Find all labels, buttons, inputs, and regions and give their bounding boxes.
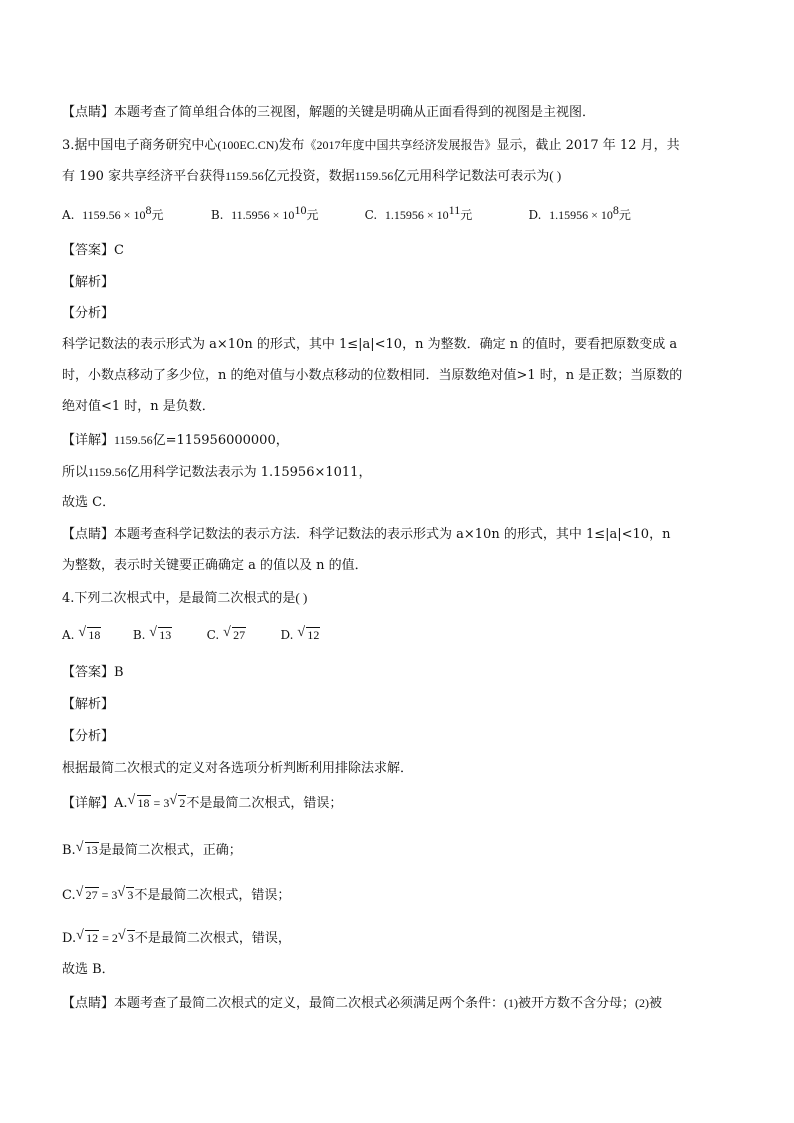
q3-option-b bbox=[210, 203, 361, 224]
q4-options bbox=[62, 626, 320, 644]
q3-fenxi: 【分析】 bbox=[62, 306, 115, 321]
option-label: C. bbox=[206, 628, 220, 642]
option-unit: 元 bbox=[618, 208, 631, 222]
dianjing-number: (2) bbox=[635, 996, 650, 1010]
detail-label: A. bbox=[114, 796, 128, 811]
sqrt-symbol bbox=[76, 886, 99, 904]
detail-value: 1159.56 bbox=[114, 433, 153, 447]
q4-option-c bbox=[207, 626, 277, 644]
sqrt-symbol bbox=[117, 886, 134, 904]
option-label: D. bbox=[280, 628, 294, 642]
detail-text: 不是最简二次根式，错误， bbox=[134, 931, 291, 946]
sqrt-symbol bbox=[76, 841, 99, 859]
q4-answer: 【答案】B bbox=[62, 665, 124, 680]
q3-stem-line2 bbox=[62, 167, 561, 186]
sqrt-symbol bbox=[76, 929, 99, 947]
q3-report-title: 《2017年度中国共享经济发展报告》 bbox=[304, 138, 497, 152]
sqrt-symbol bbox=[118, 929, 135, 947]
q3-dianjing-line1 bbox=[62, 526, 670, 544]
q4-option-b bbox=[133, 626, 203, 644]
option-base: 11.5956 × 10 bbox=[231, 208, 295, 222]
q3-text: 据中国电子商务研究中心 bbox=[74, 138, 218, 153]
sqrt-symbol bbox=[128, 794, 151, 812]
note-line bbox=[62, 104, 595, 122]
q3-text: 有 190 家共享经济平台获得 bbox=[62, 169, 226, 184]
detail-label: C. bbox=[62, 888, 76, 903]
q4-fenxi: 【分析】 bbox=[62, 729, 115, 744]
q3-text: 显示，截止 2017 年 12 月，共 bbox=[496, 138, 680, 153]
q3-stem-line1 bbox=[62, 136, 680, 155]
q4-jiexi: 【解析】 bbox=[62, 697, 115, 712]
radicand: 27 bbox=[233, 628, 246, 642]
q3-options bbox=[62, 203, 631, 224]
radicand: 12 bbox=[86, 931, 99, 945]
sqrt-symbol bbox=[297, 626, 320, 644]
dianjing-text: 被开方数不含分母； bbox=[518, 996, 636, 1011]
q3-option-a bbox=[62, 203, 207, 224]
dianjing-tag: 【点睛】 bbox=[62, 996, 115, 1011]
equals-coef: = 2 bbox=[99, 931, 118, 945]
option-label: A. bbox=[62, 628, 75, 642]
option-unit: 元 bbox=[306, 208, 319, 222]
q4-detail-d bbox=[62, 929, 291, 948]
q4-option-d bbox=[280, 626, 320, 644]
option-label: B. bbox=[210, 208, 224, 222]
detail-text: 不是最简二次根式，错误； bbox=[134, 888, 291, 903]
q3-text: 亿元投资，数据 bbox=[263, 169, 355, 184]
dianjing-text: 被 bbox=[649, 996, 663, 1011]
sqrt-symbol bbox=[223, 626, 246, 644]
q4-stem bbox=[62, 589, 307, 608]
option-label: A. bbox=[62, 208, 75, 222]
radicand: 27 bbox=[85, 888, 98, 902]
detail-text: 不是最简二次根式，错误； bbox=[186, 796, 343, 811]
q4-choose: 故选 B． bbox=[62, 962, 115, 977]
radicand: 13 bbox=[85, 843, 98, 857]
option-unit: 元 bbox=[460, 208, 473, 222]
q4-option-a bbox=[62, 626, 129, 644]
q3-detail-line1 bbox=[62, 431, 289, 450]
q3-analysis-line: 时，小数点移动了多少位，n 的绝对值与小数点移动的位数相同．当原数绝对值>1 时，n 是正数；当原数的 bbox=[62, 368, 683, 383]
q3-detail-line2 bbox=[62, 463, 371, 482]
radicand: 2 bbox=[179, 796, 186, 810]
detail-tag: 【详解】 bbox=[62, 433, 115, 448]
q4-detail-a bbox=[62, 794, 342, 813]
note-tag: 【点睛】 bbox=[62, 105, 115, 120]
option-base: 1159.56 × 10 bbox=[82, 208, 146, 222]
option-unit: 元 bbox=[151, 208, 164, 222]
detail-tag: 【详解】 bbox=[62, 796, 115, 811]
dianjing-text: 本题考查了最简二次根式的定义，最简二次根式必须满足两个条件： bbox=[114, 996, 505, 1011]
radicand: 18 bbox=[137, 796, 150, 810]
option-exp: 11 bbox=[448, 203, 461, 217]
radicand: 12 bbox=[307, 628, 320, 642]
sqrt-symbol bbox=[169, 794, 186, 812]
detail-text: 是最简二次根式，正确； bbox=[98, 843, 242, 858]
q4-stem-text: 4.下列二次根式中，是最简二次根式的是 bbox=[62, 591, 296, 606]
q3-site: (100EC.CN) bbox=[217, 138, 279, 152]
note-text: 本题考查了简单组合体的三视图，解题的关键是明确从正面看得到的视图是主视图． bbox=[114, 105, 596, 120]
option-label: C. bbox=[364, 208, 378, 222]
detail-text: 所以 bbox=[62, 465, 89, 480]
radicand: 3 bbox=[127, 888, 134, 902]
equals-coef: = 3 bbox=[98, 888, 118, 902]
dianjing-tag: 【点睛】 bbox=[62, 527, 115, 542]
option-exp: 10 bbox=[294, 203, 307, 217]
dianjing-text: 本题考查科学记数法的表示方法．科学记数法的表示形式为 a×10n 的形式，其中 1≤|a|<10，n bbox=[114, 527, 671, 542]
radicand: 13 bbox=[159, 628, 172, 642]
q3-text: 亿元用科学记数法可表示为 bbox=[393, 169, 550, 184]
equals-coef: = 3 bbox=[150, 796, 170, 810]
dianjing-number: (1) bbox=[504, 996, 519, 1010]
q3-number-value: 1159.56 bbox=[225, 169, 264, 183]
q3-analysis-line: 绝对值<1 时，n 是负数． bbox=[62, 399, 215, 414]
q4-answer-blank: ( ) bbox=[295, 590, 308, 605]
q3-answer-blank: ( ) bbox=[549, 168, 562, 183]
sqrt-symbol bbox=[149, 626, 172, 644]
option-exp: 8 bbox=[145, 203, 152, 217]
q3-choose: 故选 C． bbox=[62, 495, 116, 510]
q4-dianjing bbox=[62, 994, 662, 1013]
option-base: 1.15956 × 10 bbox=[384, 208, 449, 222]
detail-text: 亿用科学记数法表示为 1.15956×1011， bbox=[126, 465, 372, 480]
detail-label: B. bbox=[62, 843, 76, 858]
detail-label: D. bbox=[62, 931, 77, 946]
option-exp: 8 bbox=[612, 203, 619, 217]
sqrt-symbol bbox=[78, 626, 101, 644]
option-label: D. bbox=[528, 208, 542, 222]
radicand: 3 bbox=[127, 931, 134, 945]
detail-text: 亿=115956000000， bbox=[152, 433, 289, 448]
q4-analysis: 根据最简二次根式的定义对各选项分析判断利用排除法求解． bbox=[62, 761, 414, 776]
q4-detail-b bbox=[62, 841, 242, 860]
q3-answer: 【答案】C bbox=[62, 243, 124, 258]
q4-detail-c bbox=[62, 886, 290, 905]
detail-value: 1159.56 bbox=[88, 465, 127, 479]
q3-jiexi: 【解析】 bbox=[62, 275, 115, 290]
q3-text: 发布 bbox=[278, 138, 305, 153]
radicand: 18 bbox=[88, 628, 101, 642]
q3-option-c bbox=[364, 203, 525, 224]
q3-analysis-line: 科学记数法的表示形式为 a×10n 的形式，其中 1≤|a|<10，n 为整数．确定 n 的值时，要看把原数变成 a bbox=[62, 337, 678, 352]
q3-number-value: 1159.56 bbox=[354, 169, 394, 183]
option-label: B. bbox=[132, 628, 146, 642]
option-base: 1.15956 × 10 bbox=[549, 208, 613, 222]
q3-number: 3. bbox=[62, 138, 75, 153]
q3-dianjing-line2: 为整数，表示时关键要正确确定 a 的值以及 n 的值． bbox=[62, 558, 368, 573]
q3-option-d bbox=[528, 203, 631, 224]
